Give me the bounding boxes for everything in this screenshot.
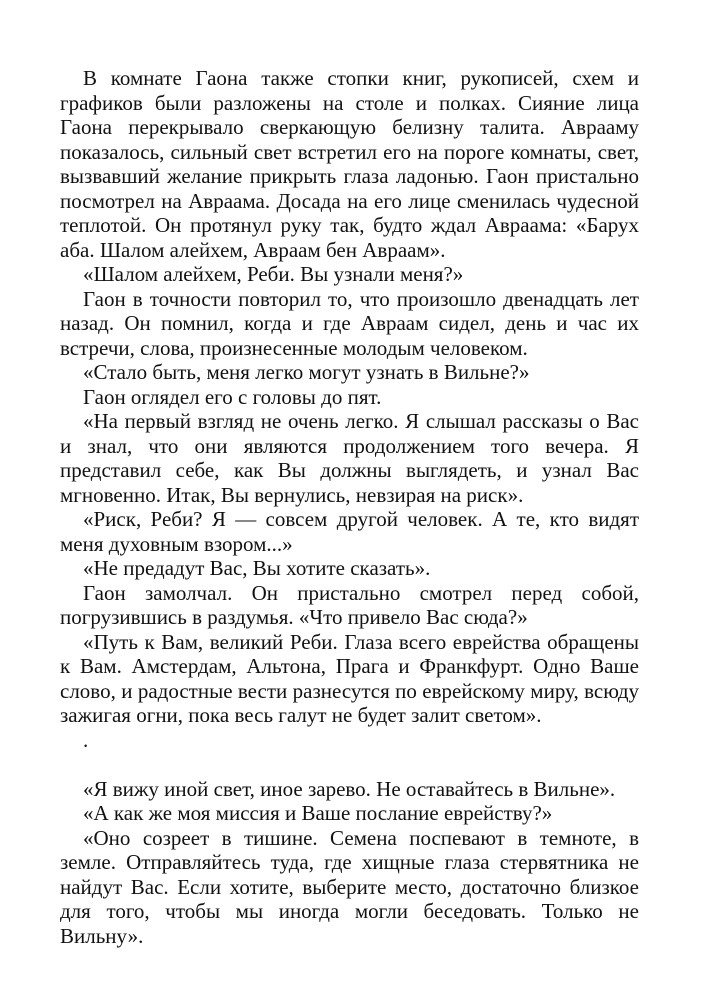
paragraph: «Не предадут Вас, Вы хотите сказать». (83, 556, 431, 580)
paragraph: В комнате Гаона также стопки книг, рукописей, схем и графиков были разложены на столе и полках. Сияние лица Гаона перекрывало сверкающую белизну талита. Аврааму показалось, сильный свет встретил его на пороге комнаты, свет, вызвавший желание прикрыть глаза ладонью. Гаон пристально посмотрел на Авраама. Досада на его лице сменилась чудесной теплотой. Он протянул руку так, будто ждал Авраама: «Барух аба. Шалом алейхем, Авраам бен Авраам». (60, 66, 639, 262)
paragraph: «Стало быть, меня легко могут узнать в Вильне?» (83, 360, 530, 384)
paragraph: «Путь к Вам, великий Реби. Глаза всего еврейства обращены к Вам. Амстердам, Альтона, Прага и Франкфурт. Одно Ваше слово, и радостные вести разнесутся по еврейскому миру, всюду зажигая огни, пока весь галут не будет залит светом». (60, 629, 639, 727)
paragraph: «Оно созреет в тишине. Семена поспевают в темноте, в земле. Отправляйтесь туда, где хищные глаза стервятника не найдут Вас. Если хотите, выберите место, достаточно близкое для того, чтобы мы иногда могли беседовать. Только не Вильну». (60, 825, 639, 948)
separator-dot: . (83, 727, 89, 752)
document-page (60, 66, 639, 948)
paragraph: Гаон оглядел его с головы до пят. (83, 384, 382, 409)
paragraph: «Риск, Реби? Я — совсем другой человек. А те, кто видят меня духовным взором...» (60, 507, 639, 556)
paragraph: «Шалом алейхем, Реби. Вы узнали меня?» (83, 262, 464, 286)
paragraph: «А как же моя миссия и Ваше послание еврейству?» (83, 801, 553, 825)
paragraph: Гаон в точности повторил то, что произошло двенадцать лет назад. Он помнил, когда и где Авраам сидел, день и час их встречи, слова, произнесенные молодым человеком. (60, 286, 639, 360)
paragraph: «Я вижу иной свет, иное зарево. Не оставайтесь в Вильне». (83, 776, 616, 801)
paragraph: Гаон замолчал. Он пристально смотрел перед собой, погрузившись в раздумья. «Что привело Вас сюда?» (60, 580, 639, 629)
paragraph: «На первый взгляд не очень легко. Я слышал рассказы о Вас и знал, что они являются продолжением того вечера. Я представил себе, как Вы должны выглядеть, и узнал Вас мгновенно. Итак, Вы вернулись, невзирая на риск». (60, 409, 639, 507)
blank-line (60, 752, 639, 777)
